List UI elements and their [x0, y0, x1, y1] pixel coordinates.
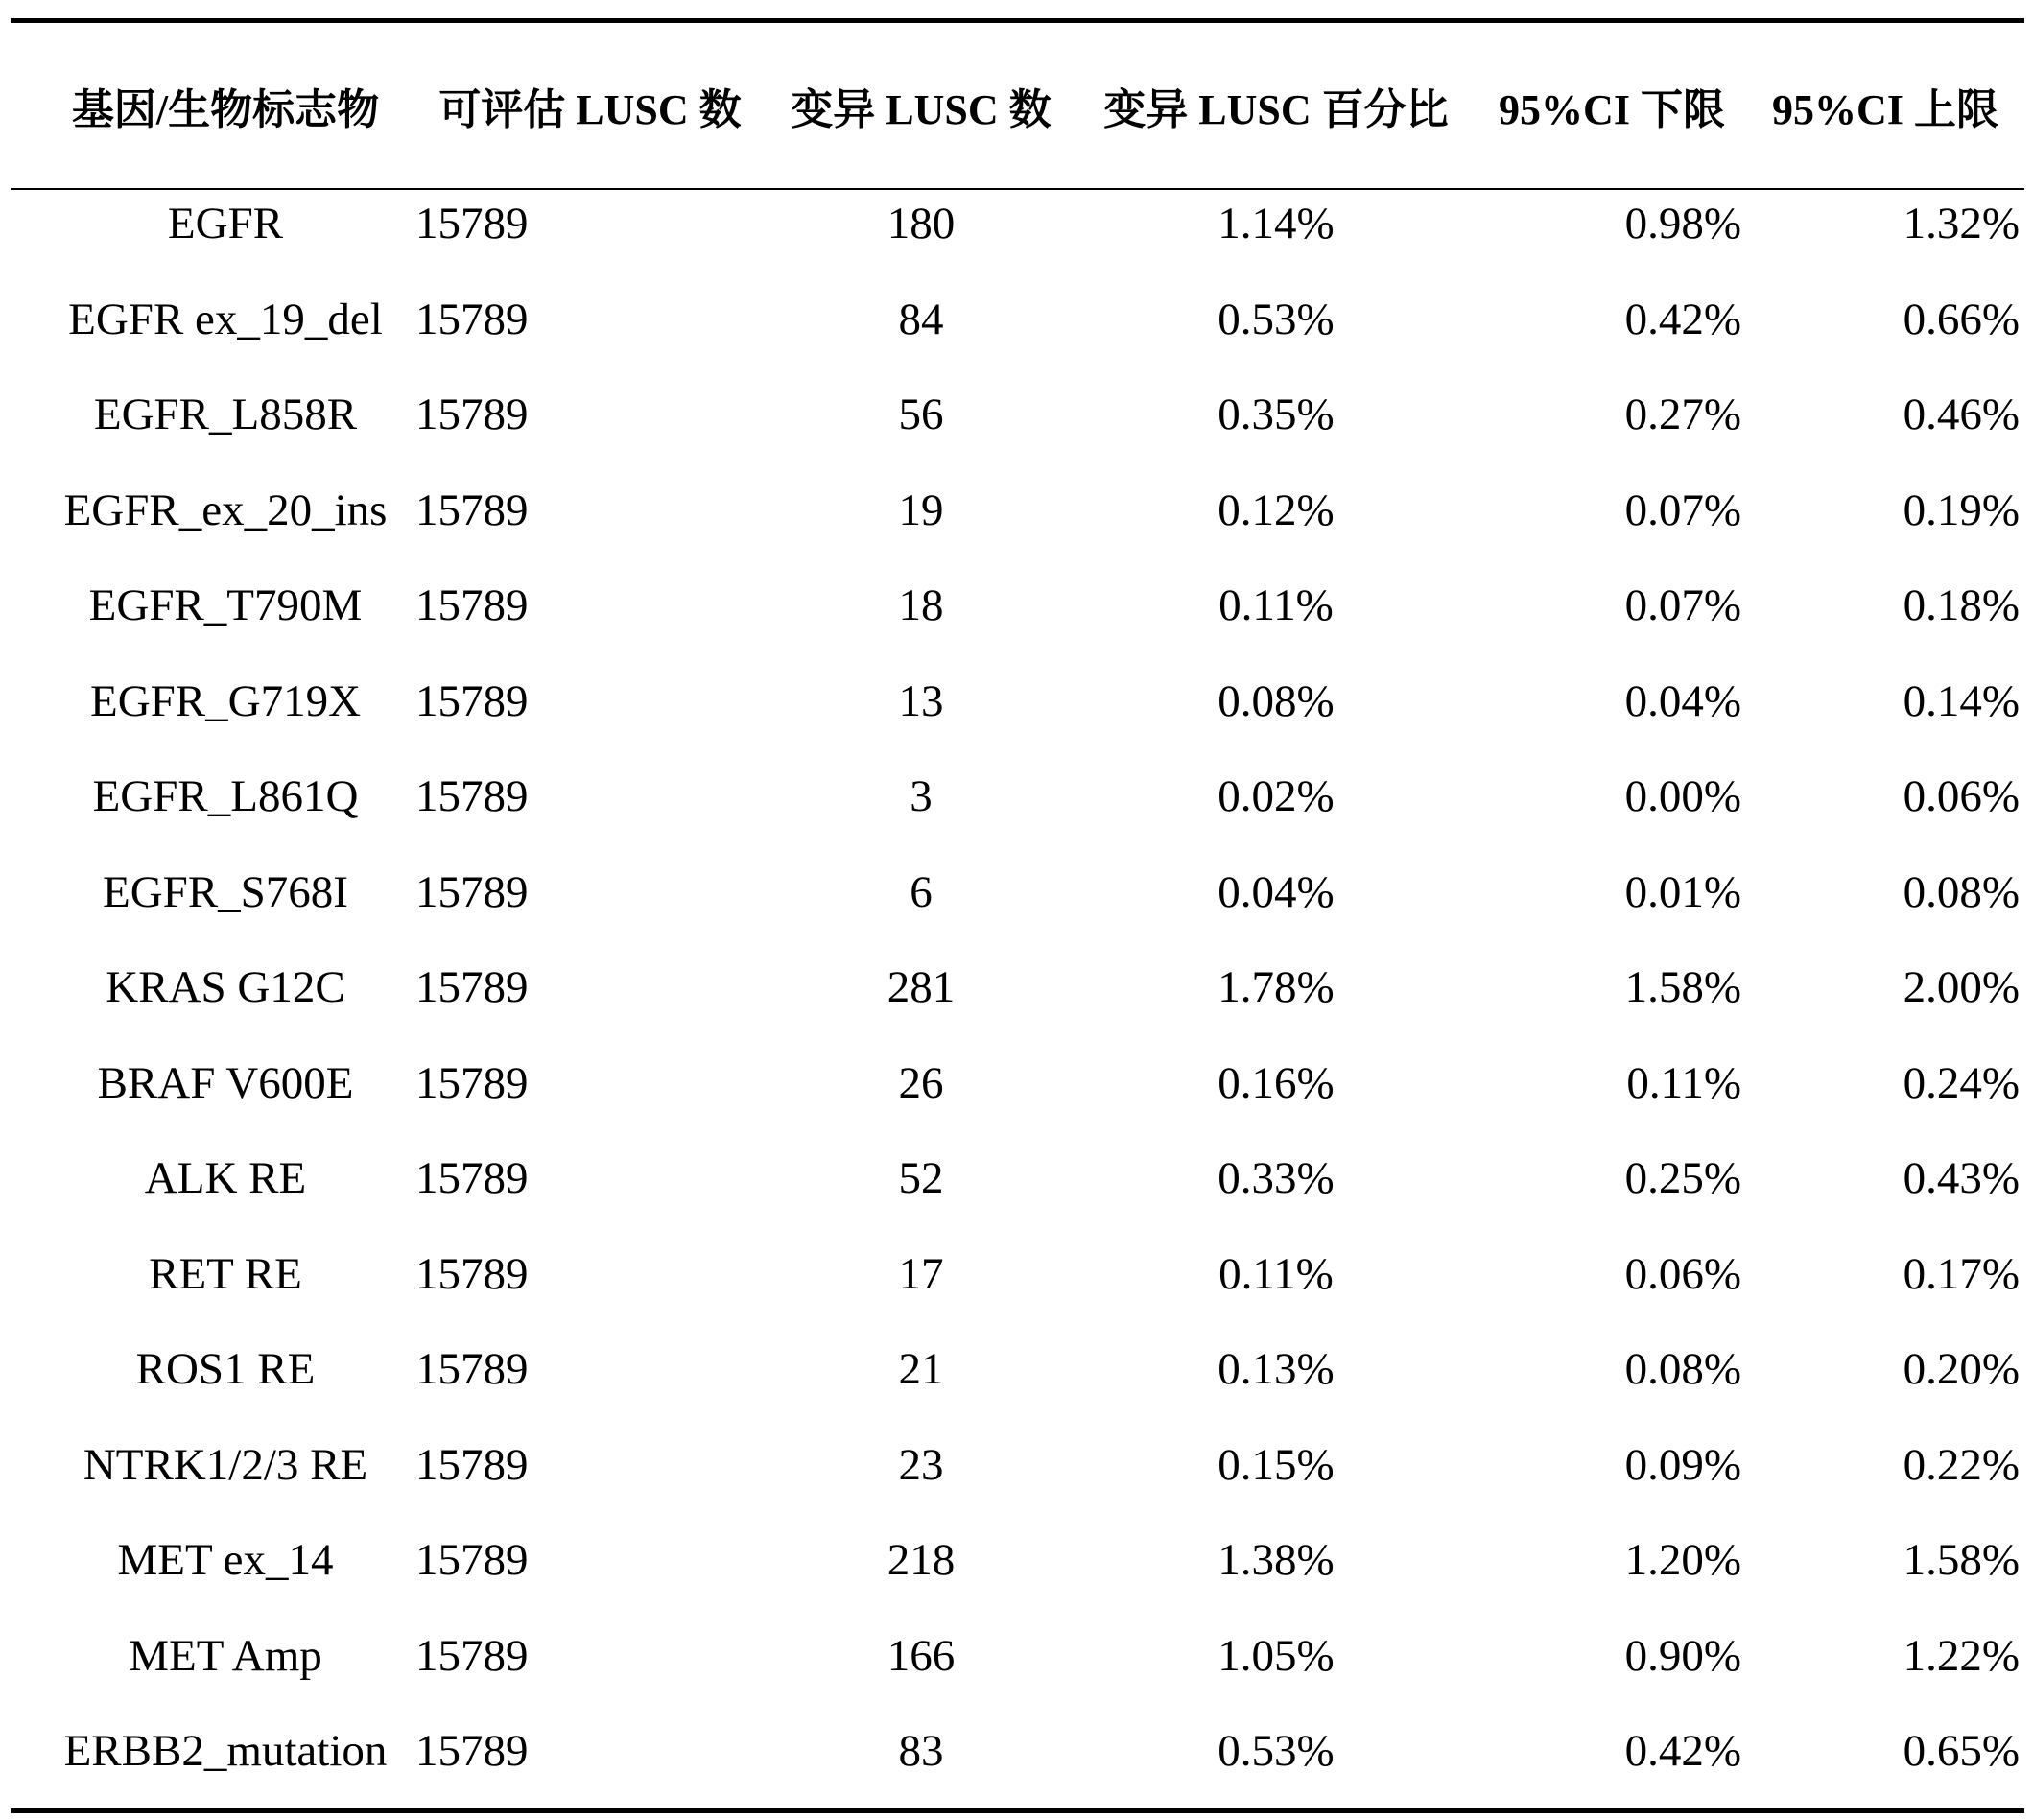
- cell-ci-lower: 0.42%: [1624, 294, 1741, 344]
- cell-ci-upper: 0.08%: [1903, 866, 2020, 917]
- cell-ci-upper: 1.58%: [1903, 1535, 2020, 1585]
- table-row: [0, 574, 2033, 670]
- cell-mutated: 19: [898, 485, 944, 535]
- cell-evaluable: 15789: [415, 675, 529, 726]
- cell-percent: 0.35%: [1217, 390, 1335, 439]
- cell-evaluable: 15789: [415, 1057, 529, 1108]
- cell-ci-upper: 0.22%: [1903, 1439, 2020, 1490]
- cell-percent: 0.02%: [1217, 771, 1335, 821]
- cell-mutated: 17: [898, 1248, 944, 1299]
- cell-gene: EGFR_L861Q: [92, 771, 359, 821]
- table-bottom-rule: [11, 1808, 2024, 1813]
- cell-percent: 0.04%: [1217, 866, 1335, 917]
- cell-ci-lower: 0.06%: [1624, 1248, 1741, 1299]
- cell-mutated: 52: [898, 1153, 944, 1203]
- table-top-rule: [11, 18, 2024, 23]
- header-percent: 变异 LUSC 百分比: [1103, 86, 1449, 133]
- cell-percent: 1.38%: [1217, 1535, 1335, 1585]
- cell-mutated: 26: [898, 1057, 944, 1108]
- table-row: [0, 383, 2033, 479]
- cell-percent: 0.33%: [1217, 1153, 1335, 1203]
- cell-ci-upper: 0.46%: [1903, 390, 2020, 439]
- table-row: [0, 1433, 2033, 1529]
- table-row: [0, 479, 2033, 575]
- cell-percent: 0.08%: [1217, 675, 1335, 726]
- cell-ci-lower: 0.25%: [1624, 1153, 1741, 1203]
- cell-evaluable: 15789: [415, 485, 529, 535]
- cell-gene: ALK RE: [144, 1153, 307, 1203]
- cell-mutated: 84: [898, 294, 944, 344]
- cell-ci-upper: 0.66%: [1903, 294, 2020, 344]
- cell-evaluable: 15789: [415, 1248, 529, 1299]
- cell-percent: 0.11%: [1218, 580, 1334, 630]
- cell-percent: 1.14%: [1217, 199, 1335, 248]
- cell-ci-upper: 0.14%: [1903, 675, 2020, 726]
- header-ci-lower: 95%CI 下限: [1499, 86, 1725, 133]
- table-body: [0, 192, 2033, 1815]
- header-ci-upper: 95%CI 上限: [1772, 86, 1998, 133]
- cell-ci-lower: 1.20%: [1624, 1535, 1741, 1585]
- header-gene: 基因/生物标志物: [71, 86, 380, 133]
- cell-gene: EGFR_ex_20_ins: [63, 485, 388, 535]
- cell-mutated: 281: [886, 962, 956, 1012]
- table-row: [0, 670, 2033, 766]
- table-row: [0, 1242, 2033, 1338]
- cell-ci-lower: 0.01%: [1624, 866, 1741, 917]
- cell-evaluable: 15789: [415, 294, 529, 344]
- table-row: [0, 1146, 2033, 1242]
- cell-mutated: 56: [898, 390, 944, 439]
- cell-gene: EGFR_T790M: [88, 580, 363, 630]
- cell-gene: ERBB2_mutation: [63, 1726, 388, 1776]
- cell-ci-upper: 1.22%: [1903, 1630, 2020, 1681]
- table-row: [0, 1528, 2033, 1624]
- cell-percent: 0.12%: [1217, 485, 1335, 535]
- cell-gene: RET RE: [149, 1248, 302, 1299]
- cell-percent: 0.53%: [1217, 1726, 1335, 1776]
- header-evaluable: 可评估 LUSC 数: [438, 86, 742, 133]
- cell-ci-lower: 0.04%: [1624, 675, 1741, 726]
- cell-ci-upper: 0.19%: [1903, 485, 2020, 535]
- table-row: [0, 192, 2033, 288]
- cell-mutated: 166: [886, 1630, 956, 1681]
- cell-ci-upper: 0.20%: [1903, 1344, 2020, 1394]
- cell-evaluable: 15789: [415, 1726, 529, 1776]
- cell-mutated: 23: [898, 1439, 944, 1490]
- cell-evaluable: 15789: [415, 580, 529, 630]
- cell-evaluable: 15789: [415, 199, 529, 248]
- cell-gene: KRAS G12C: [106, 962, 345, 1012]
- cell-gene: MET Amp: [129, 1630, 322, 1681]
- cell-evaluable: 15789: [415, 771, 529, 821]
- cell-ci-lower: 0.08%: [1624, 1344, 1741, 1394]
- cell-gene: EGFR_G719X: [89, 675, 362, 726]
- table-row: [0, 1337, 2033, 1433]
- cell-percent: 0.53%: [1217, 294, 1335, 344]
- cell-mutated: 13: [898, 675, 944, 726]
- cell-evaluable: 15789: [415, 866, 529, 917]
- table-row: [0, 1719, 2033, 1815]
- cell-gene: MET ex_14: [117, 1535, 334, 1585]
- cell-ci-lower: 1.58%: [1624, 962, 1741, 1012]
- cell-evaluable: 15789: [415, 962, 529, 1012]
- cell-ci-lower: 0.11%: [1626, 1057, 1741, 1108]
- cell-ci-lower: 0.00%: [1624, 771, 1741, 821]
- table-row: [0, 956, 2033, 1052]
- header-mutated: 变异 LUSC 数: [791, 86, 1052, 133]
- cell-gene: BRAF V600E: [97, 1057, 354, 1108]
- cell-ci-upper: 2.00%: [1903, 962, 2020, 1012]
- cell-ci-lower: 0.90%: [1624, 1630, 1741, 1681]
- cell-mutated: 3: [910, 771, 933, 821]
- table-row: [0, 1624, 2033, 1720]
- cell-percent: 0.15%: [1217, 1439, 1335, 1490]
- cell-ci-lower: 0.07%: [1624, 485, 1741, 535]
- cell-ci-lower: 0.27%: [1624, 390, 1741, 439]
- cell-gene: EGFR: [167, 199, 284, 248]
- cell-gene: EGFR_L858R: [93, 390, 358, 439]
- table-row: [0, 765, 2033, 861]
- cell-mutated: 21: [898, 1344, 944, 1394]
- cell-mutated: 83: [898, 1726, 944, 1776]
- table-row: [0, 1052, 2033, 1147]
- cell-mutated: 6: [910, 866, 933, 917]
- cell-evaluable: 15789: [415, 1630, 529, 1681]
- cell-evaluable: 15789: [415, 1153, 529, 1203]
- cell-percent: 1.05%: [1217, 1630, 1335, 1681]
- cell-gene: EGFR_S768I: [103, 866, 348, 917]
- cell-ci-upper: 0.65%: [1903, 1726, 2020, 1776]
- cell-evaluable: 15789: [415, 390, 529, 439]
- cell-mutated: 218: [886, 1535, 956, 1585]
- cell-percent: 0.16%: [1217, 1057, 1335, 1108]
- cell-percent: 0.13%: [1217, 1344, 1335, 1394]
- cell-ci-lower: 0.09%: [1624, 1439, 1741, 1490]
- cell-gene: NTRK1/2/3 RE: [83, 1439, 368, 1490]
- cell-ci-upper: 1.32%: [1903, 199, 2020, 248]
- table-header-rule: [11, 188, 2024, 190]
- cell-gene: EGFR ex_19_del: [68, 294, 383, 344]
- cell-percent: 0.11%: [1218, 1248, 1334, 1299]
- table-header-row: [0, 67, 2033, 154]
- cell-ci-upper: 0.18%: [1903, 580, 2020, 630]
- table-row: [0, 861, 2033, 957]
- cell-mutated: 180: [886, 199, 956, 248]
- cell-ci-upper: 0.17%: [1903, 1248, 2020, 1299]
- cell-ci-lower: 0.98%: [1624, 199, 1741, 248]
- cell-evaluable: 15789: [415, 1344, 529, 1394]
- cell-percent: 1.78%: [1217, 962, 1335, 1012]
- cell-ci-lower: 0.42%: [1624, 1726, 1741, 1776]
- cell-gene: ROS1 RE: [135, 1344, 316, 1394]
- cell-ci-lower: 0.07%: [1624, 580, 1741, 630]
- cell-ci-upper: 0.24%: [1903, 1057, 2020, 1108]
- table-row: [0, 288, 2033, 384]
- cell-ci-upper: 0.06%: [1903, 771, 2020, 821]
- cell-evaluable: 15789: [415, 1535, 529, 1585]
- cell-evaluable: 15789: [415, 1439, 529, 1490]
- cell-ci-upper: 0.43%: [1903, 1153, 2020, 1203]
- cell-mutated: 18: [898, 580, 944, 630]
